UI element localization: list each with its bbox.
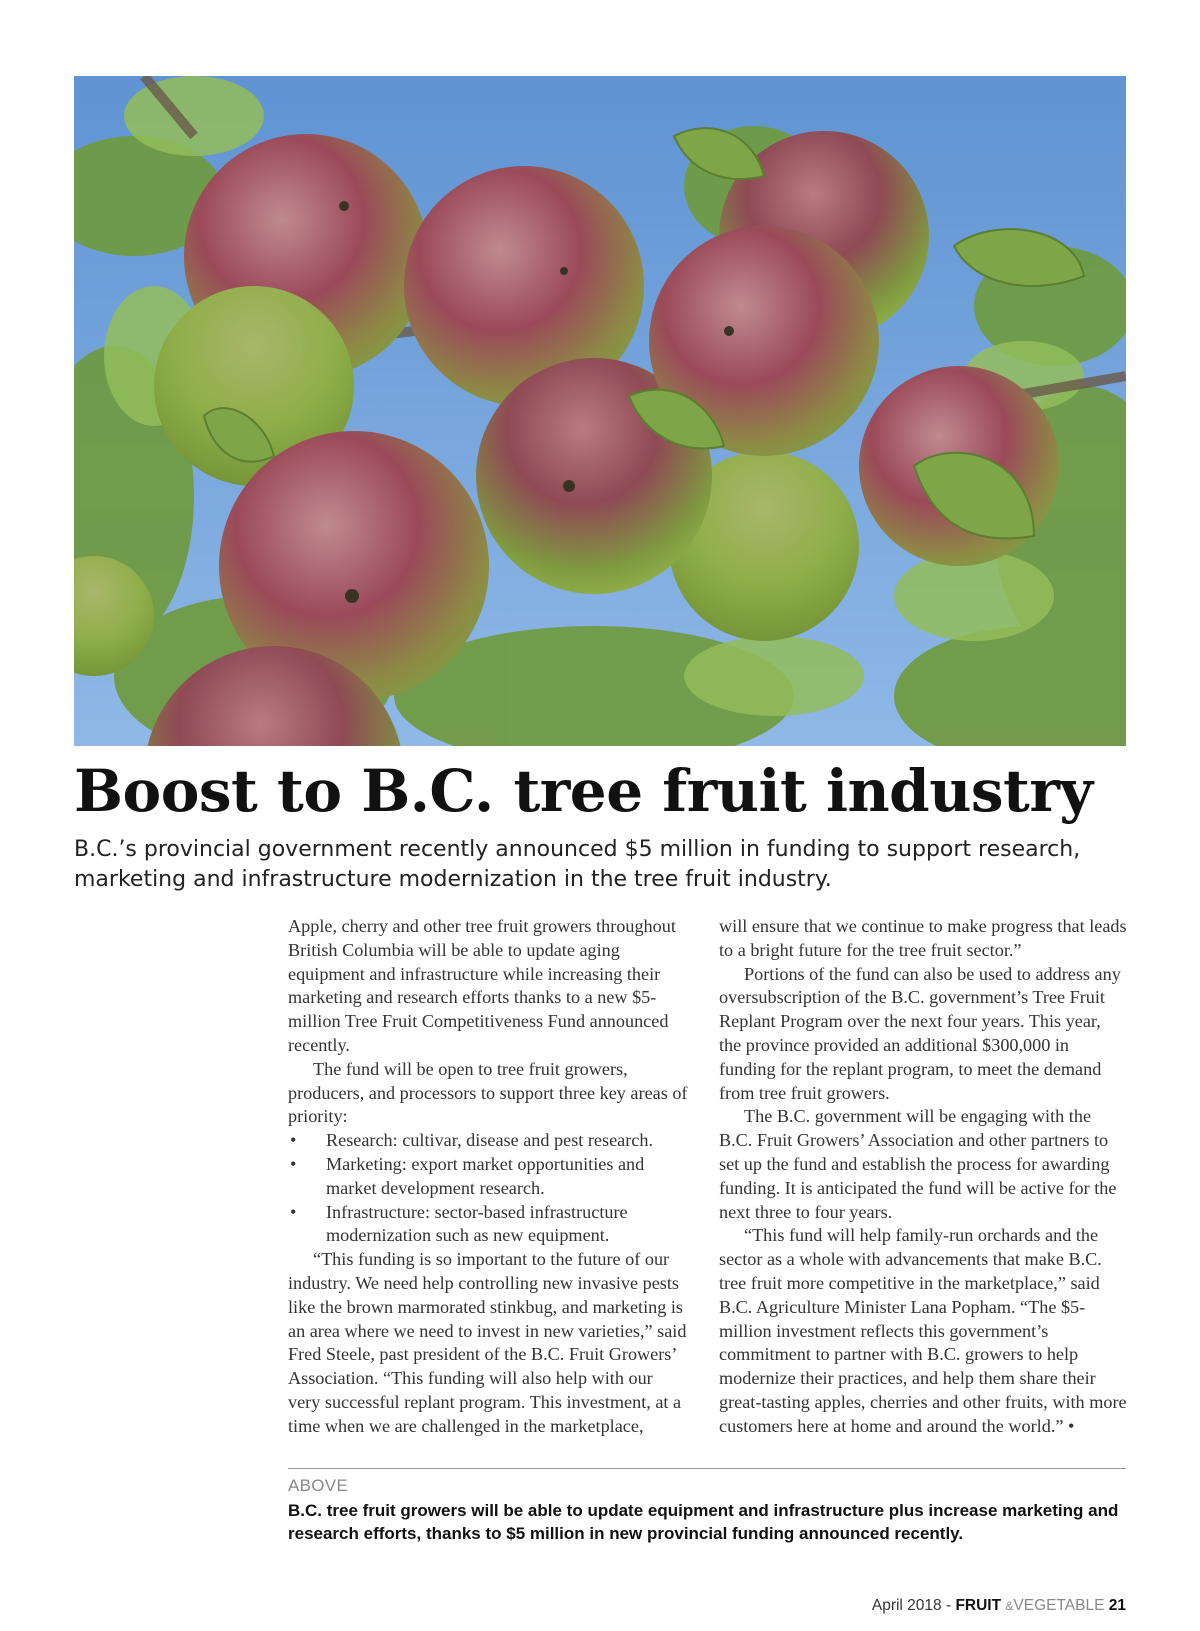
issue-date: April 2018 bbox=[871, 1597, 942, 1614]
bullet-icon: • bbox=[290, 1130, 297, 1151]
list-item-text: Marketing: export market opportunities and market development research. bbox=[326, 1153, 645, 1198]
magazine-name-fruit: FRUIT bbox=[955, 1597, 1002, 1614]
priority-list bbox=[288, 1129, 688, 1248]
apple-illustration bbox=[74, 76, 1126, 746]
paragraph: will ensure that we continue to make progress that leads to a bright future for the tree fruit sector.” bbox=[719, 916, 1127, 960]
article-column-1 bbox=[288, 915, 688, 1439]
apple-tree-photo bbox=[74, 76, 1126, 746]
paragraph: The B.C. government will be engaging with the B.C. Fruit Growers’ Association and other partners to set up the fund and establish the process for awarding funding. It is anticipated the fund will be active for the next three to four years. bbox=[719, 1106, 1117, 1222]
paragraph: “This funding is so important to the future of our industry. We need help controlling new invasive pests like the brown marmorated stinkbug, and marketing is an area where we need to invest in new varieties,” said Fred Steele, past president of the B.C. Fruit Growers’ Association. “This funding will also help with our very successful replant program. This investment, at a time when we are challenged in the marketplace, bbox=[288, 1249, 687, 1436]
page-footer bbox=[872, 1597, 1126, 1615]
list-item bbox=[288, 1153, 688, 1201]
bullet-icon: • bbox=[290, 1153, 297, 1174]
page-number: 21 bbox=[1108, 1597, 1126, 1614]
list-item bbox=[288, 1129, 688, 1153]
paragraph: The fund will be open to tree fruit growers, producers, and processors to support three key areas of priority: bbox=[288, 1058, 688, 1127]
article-headline: Boost to B.C. tree fruit industry bbox=[74, 757, 1093, 825]
caption-label: ABOVE bbox=[288, 1476, 349, 1495]
article-deck: B.C.’s provincial government recently announced $5 million in funding to support research, marketing and infrastructure modernization in the tree fruit industry. bbox=[74, 837, 1081, 892]
magazine-name-vegetable: VEGETABLE bbox=[1013, 1597, 1105, 1614]
footer-separator: - bbox=[941, 1597, 956, 1614]
caption-divider bbox=[288, 1468, 1126, 1469]
paragraph: “This fund will help family-run orchards and the sector as a whole with advancements that make B.C. tree fruit more competitive in the marketplace,” said B.C. Agriculture Minister Lana Popham. “The $5-million investment reflects this government’s commitment to partner with B.C. growers to help modernize their practices, and help them share their great-tasting apples, cherries and other fruits, with more customers here at home and around the world.” • bbox=[719, 1225, 1127, 1436]
photo-caption: B.C. tree fruit growers will be able to update equipment and infrastructure plus increase marketing and research efforts, thanks to $5 million in new provincial funding announced recently. bbox=[288, 1501, 1119, 1543]
article-column-2 bbox=[719, 915, 1127, 1439]
bullet-icon: • bbox=[290, 1201, 297, 1222]
paragraph: Apple, cherry and other tree fruit growers throughout British Columbia will be able to update aging equipment and infrastructure while increasing their marketing and research efforts thanks to a new $5-million Tree Fruit Competitiveness Fund announced recently. bbox=[288, 916, 676, 1055]
list-item-text: Infrastructure: sector-based infrastructure modernization such as new equipment. bbox=[326, 1201, 628, 1246]
list-item bbox=[288, 1201, 688, 1249]
list-item-text: Research: cultivar, disease and pest research. bbox=[326, 1130, 654, 1151]
magazine-ampersand: & bbox=[1005, 1599, 1014, 1613]
paragraph: Portions of the fund can also be used to address any oversubscription of the B.C. government’s Tree Fruit Replant Program over the next four years. This year, the province provided an additional $300,000 in funding for the replant program, to meet the demand from tree fruit growers. bbox=[719, 963, 1121, 1103]
